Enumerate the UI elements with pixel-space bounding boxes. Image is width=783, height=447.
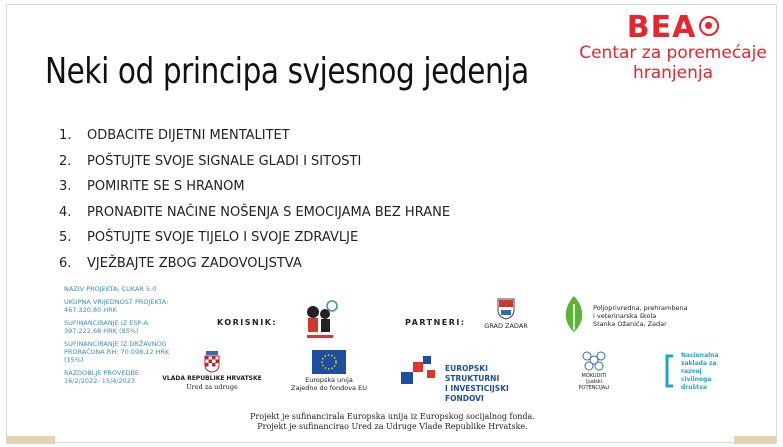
esif-squares-icon xyxy=(399,356,443,392)
croatian-coat-of-arms-icon xyxy=(204,351,220,373)
list-item: 5. POŠTUJTE SVOJE TIJELO I SVOJE ZDRAVLJE xyxy=(59,230,359,245)
project-total: UKUPNA VRIJEDNOST PROJEKTA: 467.320,80 HRK xyxy=(64,298,169,314)
project-state: SUFINANCIRANJE IZ DRŽAVNOG PRORAČUNA RH: 70.098,12 HRK (15%) xyxy=(64,340,170,364)
project-esf: SUFINANCIRANJE IZ ESF-A: 397.222,68 HRK (85%) xyxy=(64,319,150,335)
brand-subtitle-2: hranjenja xyxy=(632,63,714,83)
eu-logo: Europska unija Zajedno do fondova EU xyxy=(289,350,369,392)
project-period: RAZDOBLJE PROVEDBE: 16/2/2022- 15/4/2023 xyxy=(64,369,142,385)
brand-name: BEA xyxy=(563,13,783,43)
bea-logo xyxy=(563,10,783,83)
decor-bar-left xyxy=(7,436,55,444)
list-item: 2. POŠTUJTE SVOJE SIGNALE GLADI I SITOSTI xyxy=(59,153,362,169)
leaf-icon xyxy=(561,294,587,334)
slide xyxy=(6,4,777,443)
list-item: 1. ODBACITE DIJETNI MENTALITET xyxy=(59,128,290,143)
list-item: 4. PRONAĐITE NAČINE NOŠENJA S EMOCIJAMA BEZ HRANE xyxy=(59,204,451,220)
esif-logo: EUROPSKI STRUKTURNI I INVESTICIJSKI FONDOVI xyxy=(399,354,539,396)
esf-flower-icon xyxy=(579,349,609,371)
eu-flag-icon xyxy=(312,350,346,374)
children-logo-icon xyxy=(299,298,343,342)
grad-zadar-logo: GRAD ZADAR xyxy=(481,298,531,330)
principles-list xyxy=(55,126,450,279)
footer-line-2: Projekt je sufinancirao Ured za Udruge Vlade Republike Hrvatske. xyxy=(257,422,528,431)
slide-title: Neki od principa svjesnog jedenja xyxy=(45,51,529,92)
bea-mark-icon xyxy=(699,16,719,36)
esf-logo: MOKUDITI ljudski POTENCIJALI xyxy=(570,349,618,391)
partneri-label: PARTNERI: xyxy=(405,318,466,327)
list-item: 3. POMIRITE SE S HRANOM xyxy=(59,179,245,194)
project-name: NAZIV PROJEKTA: CUKAR 5.0 xyxy=(64,285,157,293)
brand-subtitle-1: Centar za poremećaje xyxy=(579,43,767,63)
footer-line-1: Projekt je sufinancirala Europska unija iz Europskog socijalnog fonda. xyxy=(250,412,535,421)
zadar-crest-icon xyxy=(497,298,515,320)
korisnik-logo xyxy=(299,298,343,342)
bracket-icon xyxy=(663,354,677,388)
korisnik-label: KORISNIK: xyxy=(217,318,278,327)
school-logo: Poljoprivredna, prehrambena i veterinarska škola Stanka Ožanića, Zadar xyxy=(561,294,721,336)
nacionalna-zaklada-logo: Nacionalna zaklada za razvoj civilnoga društva xyxy=(663,352,743,402)
vlada-logo: VLADA REPUBLIKE HRVATSKE Ured za udruge xyxy=(157,351,267,391)
footer xyxy=(7,412,778,432)
list-item: 6. VJEŽBAJTE ZBOG ZADOVOLJSTVA xyxy=(59,255,302,271)
decor-bar-right xyxy=(734,436,776,444)
